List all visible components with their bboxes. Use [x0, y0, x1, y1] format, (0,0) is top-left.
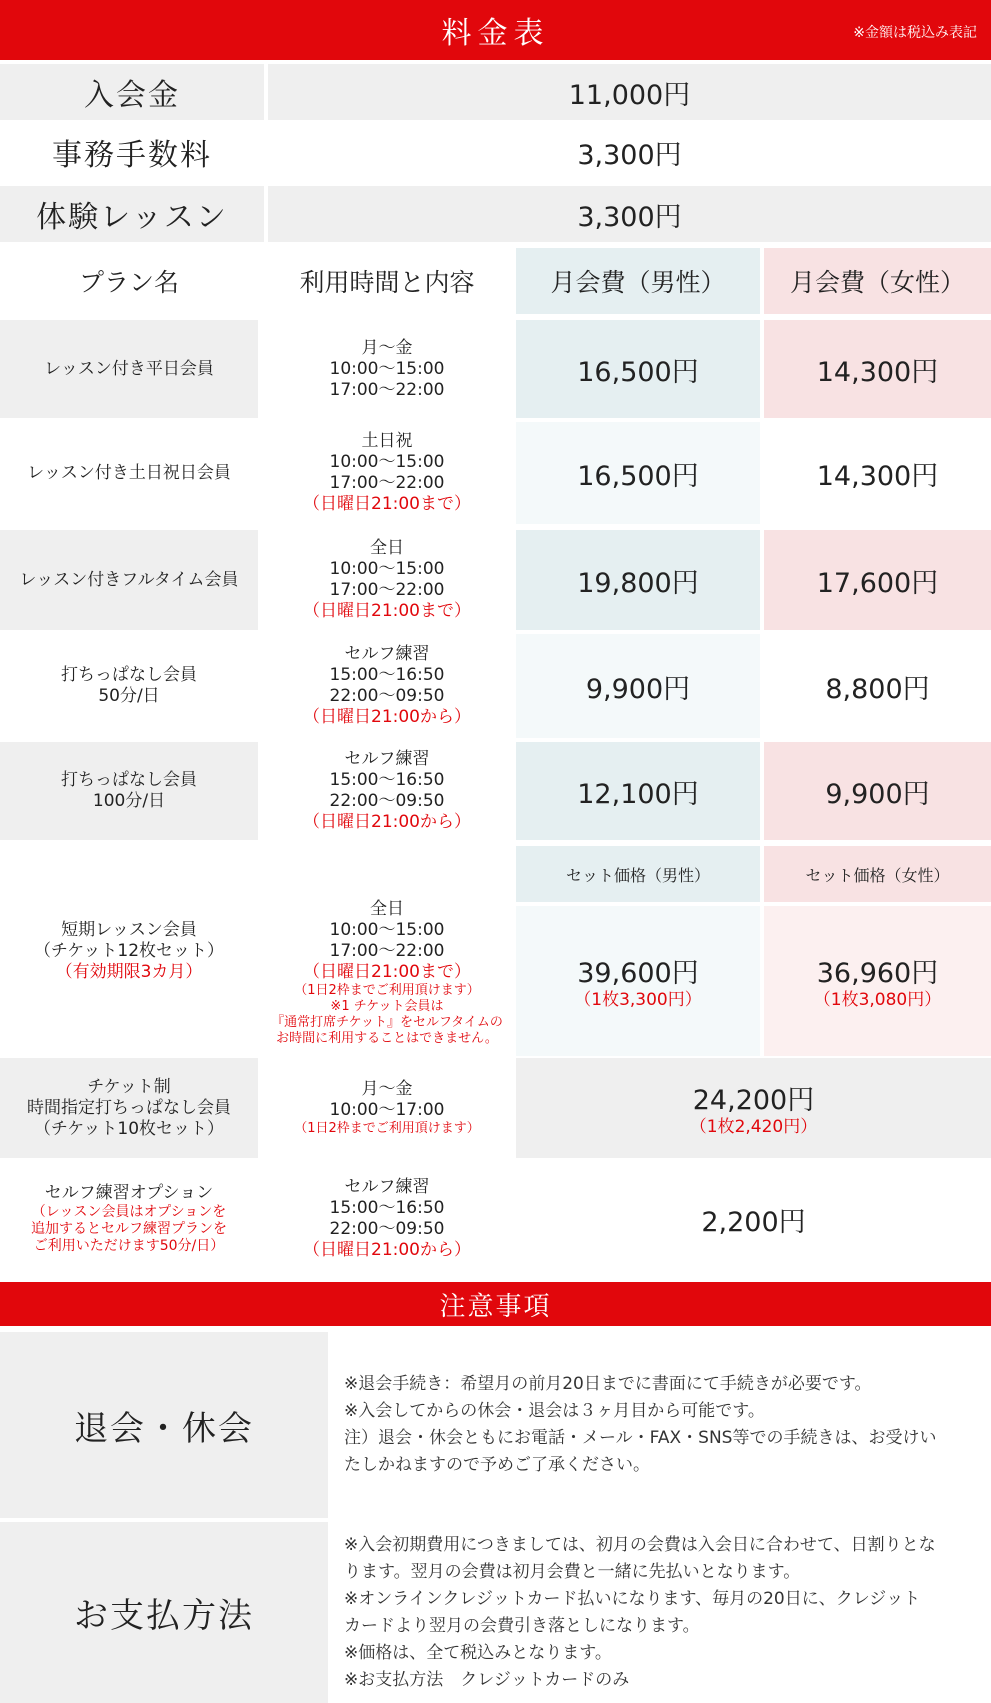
price-table-title: 料金表 [441, 16, 550, 51]
plan-row-2-time: 土日祝 10:00〜15:00 17:00〜22:00 （日曜日21:00まで） [262, 422, 512, 524]
option-plan-name: セルフ練習オプション （レッスン会員はオプションを 追加するとセルフ練習プランを ご利用いただけます50分/日） [0, 1162, 258, 1276]
short-plan-male-price: 39,600円 （1枚3,300円） [516, 906, 760, 1056]
plan-row-5-female-price: 9,900円 [764, 742, 991, 840]
col-header-plan: プラン名 [0, 248, 258, 314]
notes-text-payment: ※入会初期費用につきましては、初月の会費は入会日に合わせて、日割りとな ります。翌月の会費は初月会費と一緒に先払いとなります。 ※オンラインクレジットカード払いになります、毎月の20日に、クレジット カードより翌月の会費引き落としになります。 ※価格は、全て税込みとなります。 ※お支払方法 クレジットカードのみ [332, 1522, 991, 1703]
col-header-male: 月会費（男性） [516, 248, 760, 314]
plan-row-3-male-price: 19,800円 [516, 530, 760, 630]
col-header-female: 月会費（女性） [764, 248, 991, 314]
plan-row-3-female-price: 17,600円 [764, 530, 991, 630]
short-plan-female-price: 36,960円 （1枚3,080円） [764, 906, 991, 1056]
plan-row-1-female-price: 14,300円 [764, 320, 991, 418]
ticket-plan-name: チケット制 時間指定打ちっぱなし会員 （チケット10枚セット） [0, 1058, 258, 1158]
plan-row-3-time: 全日 10:00〜15:00 17:00〜22:00 （日曜日21:00まで） [262, 530, 512, 630]
ticket-plan-price: 24,200円 （1枚2,420円） [516, 1058, 991, 1158]
plan-row-4-male-price: 9,900円 [516, 634, 760, 738]
plan-row-4-time: セルフ練習 15:00〜16:50 22:00〜09:50 （日曜日21:00から） [262, 634, 512, 738]
plan-row-1-time: 月〜金 10:00〜15:00 17:00〜22:00 [262, 320, 512, 418]
ticket-plan-time: 月〜金 10:00〜17:00 （1日2枠までご利用頂けます） [262, 1058, 512, 1158]
short-plan-name: 短期レッスン会員 （チケット12枚セット） （有効期限3カ月） [0, 846, 258, 1056]
price-table-header [0, 0, 991, 60]
plan-row-2-female-price: 14,300円 [764, 422, 991, 524]
short-plan-set-female-header: セット価格（女性） [764, 846, 991, 902]
plan-row-5-name: 打ちっぱなし会員 100分/日 [0, 742, 258, 840]
notes-header [0, 1282, 991, 1326]
fee-value-admin: 3,300円 [268, 124, 991, 180]
plan-row-3-name: レッスン付きフルタイム会員 [0, 530, 258, 630]
notes-title: 注意事項 [439, 1291, 552, 1322]
tax-note: ※金額は税込み表記 [853, 25, 977, 41]
fee-label-admission: 入会金 [0, 64, 264, 120]
fee-label-admin: 事務手数料 [0, 124, 264, 180]
notes-text-withdrawal: ※退会手続き：希望月の前月20日までに書面にて手続きが必要です。 ※入会してからの休会・退会は３ヶ月目から可能です。 注）退会・休会ともにお電話・メール・FAX・SNS等での手続きは、お受けい たしかねますので予めご了承ください。 [332, 1332, 991, 1518]
plan-row-4-female-price: 8,800円 [764, 634, 991, 738]
plan-row-1-name: レッスン付き平日会員 [0, 320, 258, 418]
plan-row-1-male-price: 16,500円 [516, 320, 760, 418]
fee-value-admission: 11,000円 [268, 64, 991, 120]
fee-label-trial: 体験レッスン [0, 186, 264, 242]
notes-label-withdrawal: 退会・休会 [0, 1332, 328, 1518]
option-plan-price: 2,200円 [516, 1162, 991, 1276]
plan-row-4-name: 打ちっぱなし会員 50分/日 [0, 634, 258, 738]
plan-row-2-male-price: 16,500円 [516, 422, 760, 524]
fee-value-trial: 3,300円 [268, 186, 991, 242]
option-plan-time: セルフ練習 15:00〜16:50 22:00〜09:50 （日曜日21:00から） [262, 1162, 512, 1276]
short-plan-set-male-header: セット価格（男性） [516, 846, 760, 902]
plan-row-5-male-price: 12,100円 [516, 742, 760, 840]
plan-row-2-name: レッスン付き土日祝日会員 [0, 422, 258, 524]
short-plan-time: 全日 10:00〜15:00 17:00〜22:00 （日曜日21:00まで） （1日2枠までご利用頂けます） ※1 チケット会員は 『通常打席チケット』をセルフタイムの お時間に利用することはできません。 [262, 846, 512, 1056]
plan-row-5-time: セルフ練習 15:00〜16:50 22:00〜09:50 （日曜日21:00から） [262, 742, 512, 840]
col-header-time: 利用時間と内容 [262, 248, 512, 314]
notes-label-payment: お支払方法 [0, 1522, 328, 1703]
